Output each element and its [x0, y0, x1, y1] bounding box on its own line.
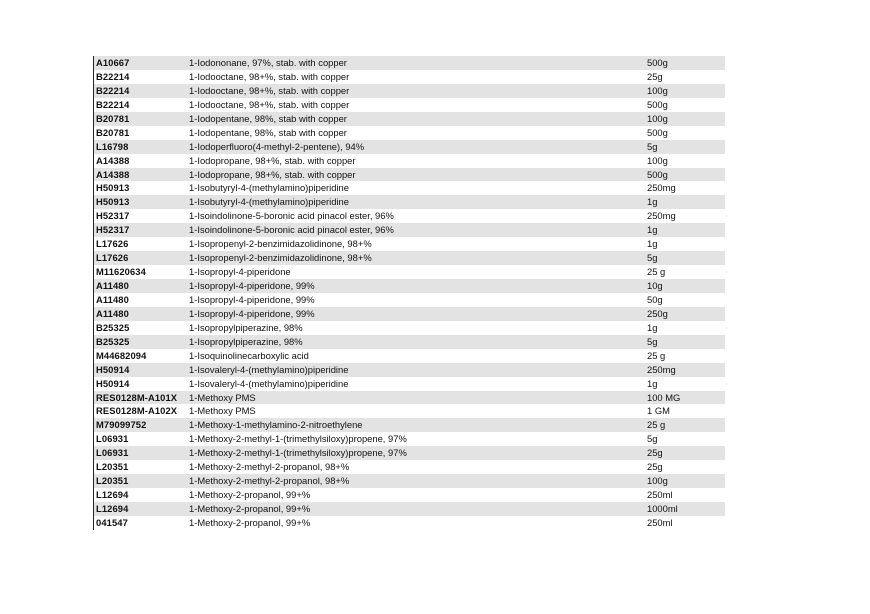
package-size-cell: 100g	[647, 475, 668, 487]
table-row	[94, 391, 725, 405]
table-row	[94, 474, 725, 488]
product-description-cell: 1-Iodopentane, 98%, stab with copper	[189, 126, 347, 138]
package-size-cell: 5g	[647, 335, 658, 347]
table-row	[94, 279, 725, 293]
product-description-cell: 1-Methoxy PMS	[189, 405, 256, 417]
table-row	[94, 418, 725, 432]
package-size-cell: 5g	[647, 140, 658, 152]
package-size-cell: 100 MG	[647, 391, 681, 403]
product-code-cell: M11620634	[96, 266, 146, 278]
product-code-cell: L17626	[96, 238, 129, 250]
table-row	[94, 321, 725, 335]
package-size-cell: 1g	[647, 377, 658, 389]
product-code-cell: H52317	[96, 224, 130, 236]
product-code-cell: A11480	[96, 293, 129, 305]
table-row	[94, 446, 725, 460]
product-description-cell: 1-Isoquinolinecarboxylic acid	[189, 349, 309, 361]
product-description-cell: 1-Isopropyl-4-piperidone, 99%	[189, 280, 315, 291]
package-size-cell: 100g	[647, 112, 668, 124]
product-description-cell: 1-Isopropyl-4-piperidone, 99%	[189, 293, 315, 305]
product-description-cell: 1-Isoindolinone-5-boronic acid pinacol ester, 96%	[189, 210, 394, 222]
package-size-cell: 250ml	[647, 489, 673, 501]
table-row	[94, 140, 725, 154]
product-code-cell: A11480	[96, 307, 129, 319]
table-row	[94, 56, 725, 70]
package-size-cell: 1g	[647, 224, 658, 236]
table-row	[94, 154, 725, 168]
package-size-cell: 25 g	[647, 266, 666, 278]
product-description-cell: 1-Isobutyryl-4-(methylamino)piperidine	[189, 182, 349, 194]
product-description-cell: 1-Iodooctane, 98+%, stab. with copper	[189, 70, 350, 82]
package-size-cell: 100g	[647, 84, 668, 96]
table-row	[94, 84, 725, 98]
table-row	[94, 335, 725, 349]
product-code-cell: H50914	[96, 377, 130, 389]
product-description-cell: 1-Iodoperfluoro(4-methyl-2-pentene), 94%	[189, 140, 365, 152]
package-size-cell: 1g	[647, 196, 658, 208]
package-size-cell: 500g	[647, 168, 668, 180]
table-row	[94, 237, 725, 251]
table-row	[94, 377, 725, 391]
product-code-cell: 041547	[96, 516, 128, 528]
product-description-cell: 1-Isopropyl-4-piperidone	[189, 266, 291, 278]
table-row	[94, 307, 725, 321]
product-code-cell: H50913	[96, 182, 130, 194]
product-description-cell: 1-Iodopentane, 98%, stab with copper	[189, 112, 347, 124]
table-row	[94, 404, 725, 418]
product-code-cell: RES0128M-A101X	[96, 391, 178, 403]
product-code-cell: M44682094	[96, 349, 147, 361]
product-description-cell: 1-Methoxy-2-methyl-1-(trimethylsiloxy)propene, 97%	[189, 447, 407, 459]
product-code-cell: L16798	[96, 140, 129, 152]
product-table	[93, 56, 725, 530]
table-row	[94, 195, 725, 209]
table-row	[94, 488, 725, 502]
product-code-cell: B22214	[96, 70, 130, 82]
product-code-cell: L12694	[96, 503, 129, 514]
product-description-cell: 1-Methoxy-2-propanol, 99+%	[189, 516, 311, 528]
product-description-cell: 1-Isobutyryl-4-(methylamino)piperidine	[189, 196, 349, 208]
table-row	[94, 502, 725, 516]
product-description-cell: 1-Iodopropane, 98+%, stab. with copper	[189, 168, 356, 180]
product-code-cell: L06931	[96, 433, 129, 445]
table-row	[94, 363, 725, 377]
product-description-cell: 1-Methoxy PMS	[189, 391, 256, 403]
table-row	[94, 223, 725, 237]
table-row	[94, 265, 725, 279]
package-size-cell: 25g	[647, 461, 663, 473]
package-size-cell: 25g	[647, 447, 663, 459]
package-size-cell: 500g	[647, 98, 668, 110]
table-row	[94, 209, 725, 223]
package-size-cell: 100g	[647, 154, 668, 166]
product-code-cell: B20781	[96, 112, 130, 124]
product-code-cell: B25325	[96, 321, 130, 333]
table-row	[94, 349, 725, 363]
product-description-cell: 1-Iodooctane, 98+%, stab. with copper	[189, 84, 350, 96]
table-row	[94, 460, 725, 474]
package-size-cell: 1g	[647, 238, 658, 250]
product-code-cell: B22214	[96, 84, 130, 96]
product-description-cell: 1-Methoxy-2-methyl-2-propanol, 98+%	[189, 475, 350, 487]
package-size-cell: 250g	[647, 307, 668, 319]
product-description-cell: 1-Isopropylpiperazine, 98%	[189, 335, 303, 347]
product-description-cell: 1-Isovaleryl-4-(methylamino)piperidine	[189, 363, 349, 375]
table-row	[94, 70, 725, 84]
package-size-cell: 1g	[647, 321, 658, 333]
table-row	[94, 112, 725, 126]
table-row	[94, 516, 725, 530]
package-size-cell: 500g	[647, 57, 668, 68]
table-row	[94, 432, 725, 446]
product-description-cell: 1-Isoindolinone-5-boronic acid pinacol ester, 96%	[189, 224, 394, 236]
package-size-cell: 50g	[647, 293, 663, 305]
package-size-cell: 250ml	[647, 516, 673, 528]
package-size-cell: 1000ml	[647, 503, 678, 514]
package-size-cell: 250mg	[647, 182, 676, 194]
product-code-cell: H50913	[96, 196, 130, 208]
product-code-cell: A11480	[96, 280, 129, 291]
package-size-cell: 25g	[647, 70, 663, 82]
package-size-cell: 25 g	[647, 419, 666, 431]
product-description-cell: 1-Isopropyl-4-piperidone, 99%	[189, 307, 315, 319]
product-description-cell: 1-Iodononane, 97%, stab. with copper	[189, 57, 347, 68]
package-size-cell: 5g	[647, 433, 658, 445]
product-description-cell: 1-Methoxy-2-propanol, 99+%	[189, 503, 311, 514]
product-code-cell: H52317	[96, 210, 130, 222]
product-description-cell: 1-Isovaleryl-4-(methylamino)piperidine	[189, 377, 349, 389]
product-description-cell: 1-Methoxy-2-methyl-1-(trimethylsiloxy)propene, 97%	[189, 433, 407, 445]
product-code-cell: L20351	[96, 475, 129, 487]
product-description-cell: 1-Isopropenyl-2-benzimidazolidinone, 98+%	[189, 238, 372, 250]
product-code-cell: RES0128M-A102X	[96, 405, 178, 417]
product-description-cell: 1-Isopropylpiperazine, 98%	[189, 321, 303, 333]
product-code-cell: B20781	[96, 126, 130, 138]
product-code-cell: L20351	[96, 461, 129, 473]
product-code-cell: M79099752	[96, 419, 147, 431]
product-description-cell: 1-Methoxy-1-methylamino-2-nitroethylene	[189, 419, 363, 431]
package-size-cell: 10g	[647, 280, 663, 291]
product-code-cell: A14388	[96, 154, 130, 166]
table-row	[94, 181, 725, 195]
package-size-cell: 500g	[647, 126, 668, 138]
product-code-cell: B22214	[96, 98, 130, 110]
product-code-cell: A14388	[96, 168, 130, 180]
package-size-cell: 250mg	[647, 363, 676, 375]
table-row	[94, 168, 725, 182]
table-row	[94, 98, 725, 112]
product-description-cell: 1-Isopropenyl-2-benzimidazolidinone, 98+%	[189, 252, 372, 264]
product-code-cell: B25325	[96, 335, 130, 347]
package-size-cell: 250mg	[647, 210, 676, 222]
product-description-cell: 1-Methoxy-2-propanol, 99+%	[189, 489, 311, 501]
product-code-cell: A10667	[96, 57, 130, 68]
product-code-cell: L12694	[96, 489, 129, 501]
package-size-cell: 25 g	[647, 349, 666, 361]
package-size-cell: 5g	[647, 252, 658, 264]
product-code-cell: L06931	[96, 447, 129, 459]
product-description-cell: 1-Iodooctane, 98+%, stab. with copper	[189, 98, 350, 110]
table-row	[94, 126, 725, 140]
product-code-cell: L17626	[96, 252, 129, 264]
package-size-cell: 1 GM	[647, 405, 670, 417]
product-description-cell: 1-Methoxy-2-methyl-2-propanol, 98+%	[189, 461, 350, 473]
product-code-cell: H50914	[96, 363, 130, 375]
table-row	[94, 251, 725, 265]
product-description-cell: 1-Iodopropane, 98+%, stab. with copper	[189, 154, 356, 166]
table-row	[94, 293, 725, 307]
